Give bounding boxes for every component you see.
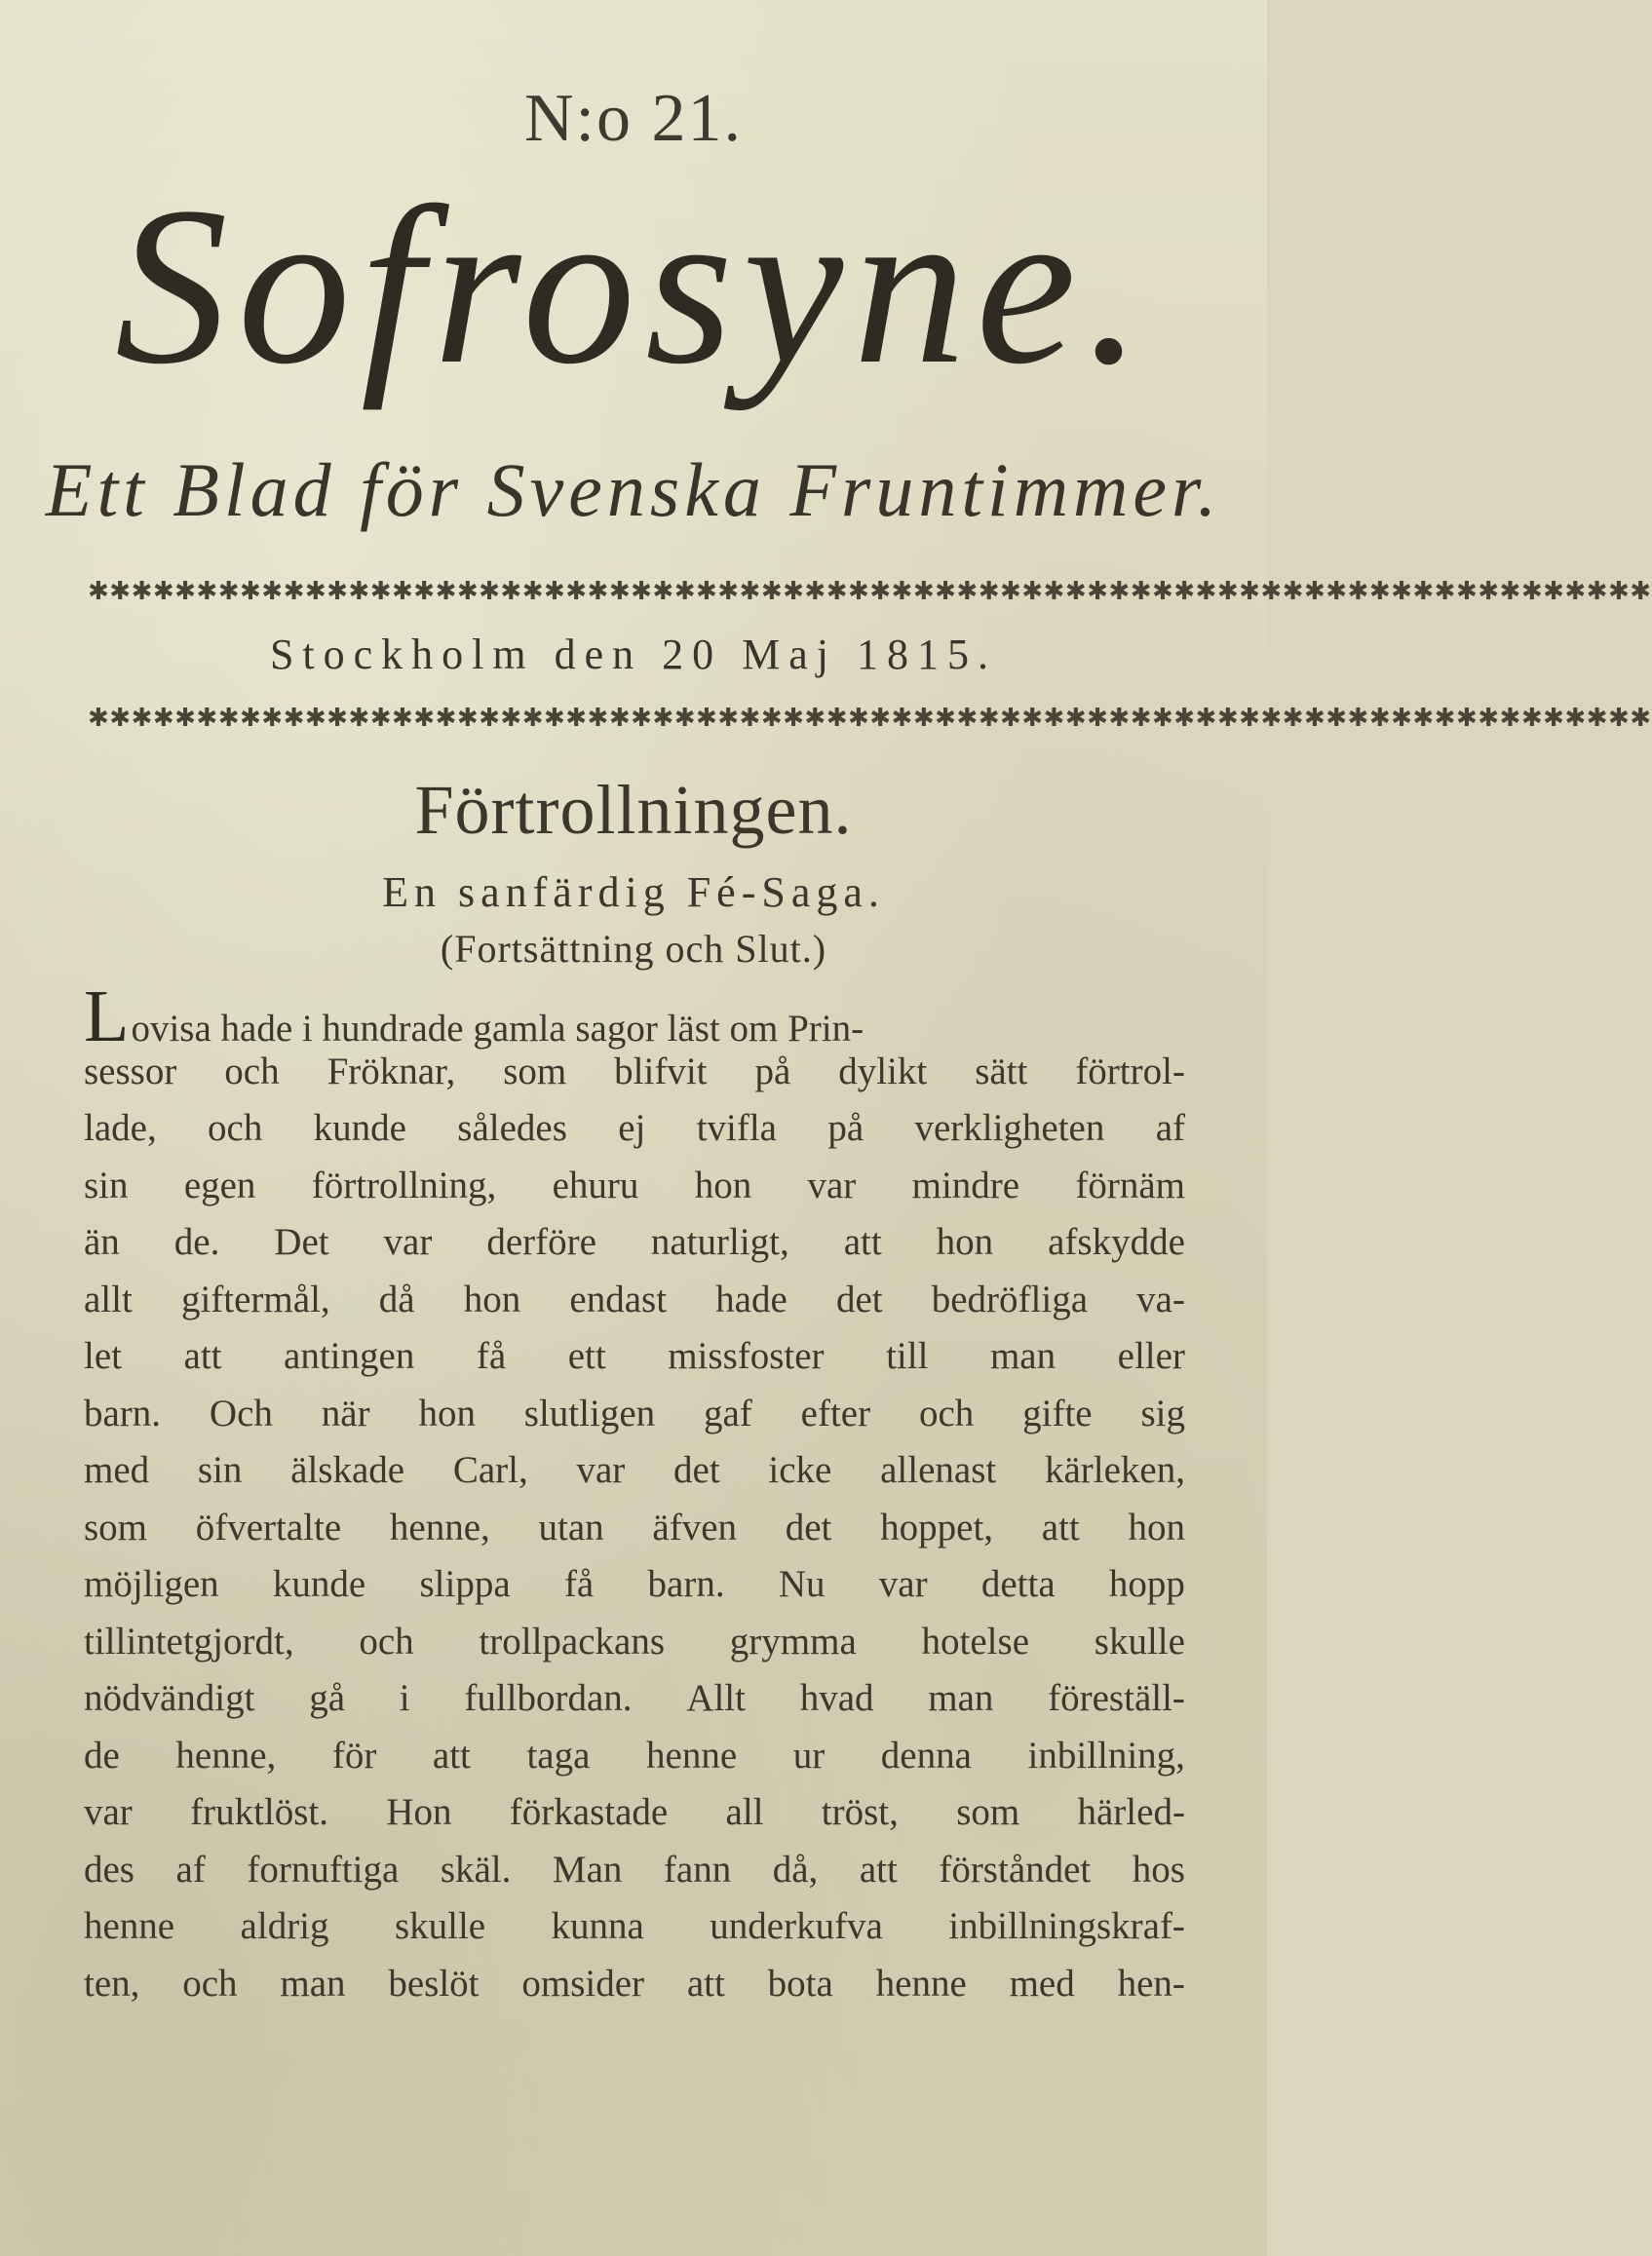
drop-cap: L [84, 975, 130, 1057]
body-line: des af fornuftiga skäl. Man fann då, att förståndet hos [84, 1848, 1185, 1891]
dateline: Stockholm den 20 Maj 1815. [269, 631, 998, 678]
body-line: barn. Och när hon slutligen gaf efter och gifte sig [84, 1392, 1185, 1434]
ornament-rule-top: ✱✱✱✱✱✱✱✱✱✱✱✱✱✱✱✱✱✱✱✱✱✱✱✱✱✱✱✱✱✱✱✱✱✱✱✱✱✱✱✱✱✱✱✱✱✱✱✱✱✱✱✱✱✱✱✱✱✱✱✱✱✱✱✱✱✱✱✱✱✱✱✱ [88, 577, 1652, 606]
body-line: med sin älskade Carl, var det icke allenast kärleken, [84, 1449, 1185, 1491]
body-line: tillintetgjordt, och trollpackans grymma hotelse skulle [84, 1620, 1185, 1663]
masthead-subtitle: Ett Blad för Svenska Fruntimmer. [45, 447, 1222, 532]
article-title: Förtrollningen. [414, 771, 853, 849]
body-line: let att antingen få ett missfoster till man eller [84, 1335, 1185, 1377]
body-line: sessor och Fröknar, som blifvit på dylikt sätt förtrol- [84, 1050, 1185, 1092]
ornament-rule-bottom: ✱✱✱✱✱✱✱✱✱✱✱✱✱✱✱✱✱✱✱✱✱✱✱✱✱✱✱✱✱✱✱✱✱✱✱✱✱✱✱✱✱✱✱✱✱✱✱✱✱✱✱✱✱✱✱✱✱✱✱✱✱✱✱✱✱✱✱✱✱✱✱✱ [88, 704, 1652, 733]
body-line: nödvändigt gå i fullbordan. Allt hvad man föreställ- [84, 1677, 1185, 1719]
body-line: ten, och man beslöt omsider att bota henne med hen- [84, 1962, 1185, 2005]
body-line: som öfvertalte henne, utan äfven det hoppet, att hon [84, 1506, 1185, 1549]
body-line: allt giftermål, då hon endast hade det bedröfliga va- [84, 1278, 1185, 1320]
body-line: lade, och kunde således ej tvifla på verkligheten af [84, 1107, 1185, 1149]
body-line [84, 975, 1185, 1057]
body-line: var fruktlöst. Hon förkastade all tröst, som härled- [84, 1791, 1185, 1833]
body-line: än de. Det var derföre naturligt, att hon afskydde [84, 1221, 1185, 1263]
article-continuation-note: (Fortsättning och Slut.) [440, 927, 827, 971]
first-line-text: ovisa hade i hundrade gamla sagor läst om Prin- [131, 1008, 864, 1050]
masthead-title: Sofrosyne. [114, 161, 1153, 411]
article-body [84, 975, 1185, 2018]
body-line: möjligen kunde slippa få barn. Nu var detta hopp [84, 1563, 1185, 1605]
article-subtitle: En sanfärdig Fé-Saga. [382, 868, 885, 916]
body-line: henne aldrig skulle kunna underkufva inbillningskraf- [84, 1905, 1185, 1947]
body-line: de henne, för att taga henne ur denna inbillning, [84, 1734, 1185, 1777]
body-line: sin egen förtrollning, ehuru hon var mindre förnäm [84, 1164, 1185, 1206]
issue-number: N:o 21. [524, 81, 743, 156]
